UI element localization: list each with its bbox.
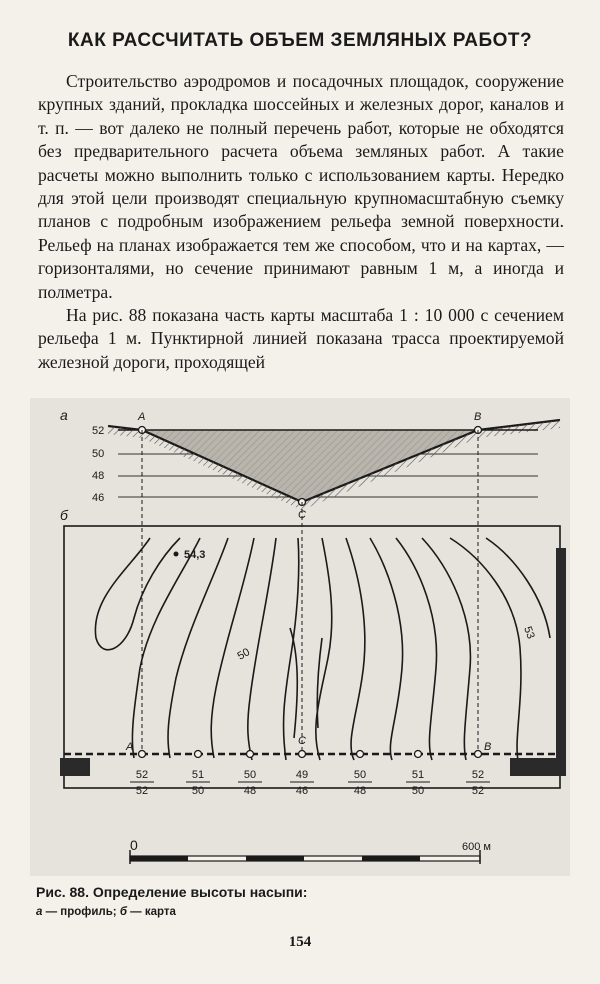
scale-label-start: 0 <box>130 837 138 853</box>
fraction-top: 50 <box>243 769 257 781</box>
paragraph-1: Строительство аэродромов и посадочных площадок, сооружение крупных зданий, прокладка шоссейных и железных дорог, каналов и т. п. — вот далеко не полный перечень работ, которые не обходятся без предварительного расчета объема земляных работ. А такие расчеты можно выполнить только с использованием карты. Нередко для этой цели производят специальную крупномасштабную съемку планов с подробным изображением рельефа земной поверхности. Рельеф на планах изображается тем же способом, что и на картах, — горизонталями, но сечение принимают равным 1 м, а иногда и полметра. <box>38 71 564 302</box>
fraction <box>238 769 262 797</box>
contour-label-53: 53 <box>521 624 537 641</box>
fraction-bottom: 52 <box>135 785 149 797</box>
scale-bar-segment <box>246 856 304 861</box>
paragraph-2: На рис. 88 показана часть карты масштаба 1 : 10 000 с сечением рельефа 1 м. Пунктирной линией показана трасса проектируемой железной дороги, проходящей <box>38 305 564 372</box>
legend-a-letter: а <box>36 906 43 918</box>
body-text <box>38 70 564 374</box>
route-point <box>299 751 306 758</box>
fraction <box>348 769 372 797</box>
fraction <box>406 769 430 797</box>
profile-label-b: B <box>474 411 482 423</box>
fraction <box>186 769 210 797</box>
left-edge-block <box>60 758 90 776</box>
right-edge-strip <box>556 548 566 776</box>
map-label-c: C <box>298 735 306 747</box>
route-point <box>475 751 482 758</box>
figure-88 <box>30 398 570 876</box>
contour-line <box>486 538 550 638</box>
scale-bar-segment <box>130 856 188 861</box>
map-label-a: A <box>126 741 134 753</box>
fraction <box>290 769 314 797</box>
fraction-top: 51 <box>191 769 205 781</box>
profile-label-c: C <box>298 509 306 521</box>
figure-legend <box>36 906 176 918</box>
route-point <box>139 751 146 758</box>
figure-drawing <box>30 398 570 876</box>
legend-b-letter: б <box>119 906 127 918</box>
contour-line <box>284 538 299 760</box>
panel-b-letter: б <box>60 507 68 523</box>
route-point <box>247 751 254 758</box>
route-point <box>415 751 422 758</box>
page-number: 154 <box>288 934 312 950</box>
spot-height-dot <box>174 552 179 557</box>
fraction-top: 52 <box>471 769 485 781</box>
contour-line <box>95 538 180 650</box>
page-title: КАК РАССЧИТАТЬ ОБЪЕМ ЗЕМЛЯНЫХ РАБОТ? <box>67 30 533 51</box>
fraction-bottom: 46 <box>295 785 309 797</box>
fraction-top: 51 <box>411 769 425 781</box>
level-label-48: 48 <box>92 470 105 482</box>
fraction-bottom: 50 <box>191 785 205 797</box>
height-fractions <box>130 769 490 797</box>
contour-line <box>422 538 470 760</box>
fraction-bottom: 48 <box>353 785 367 797</box>
spot-height-label: 54,3 <box>184 549 206 561</box>
level-label-52: 52 <box>92 425 105 437</box>
fraction-bottom: 50 <box>411 785 425 797</box>
fraction-top: 49 <box>295 769 309 781</box>
contour-line <box>370 538 403 760</box>
contour-line <box>346 538 365 760</box>
fraction-bottom: 52 <box>471 785 485 797</box>
map-label-b: B <box>484 741 492 753</box>
fraction <box>130 769 154 797</box>
scale-bar <box>130 850 480 864</box>
fraction-top: 52 <box>135 769 149 781</box>
level-label-50: 50 <box>92 448 105 460</box>
contour-line <box>248 538 276 760</box>
contour-label-50: 50 <box>235 646 253 663</box>
route-point <box>195 751 202 758</box>
fraction <box>466 769 490 797</box>
contour-line <box>132 538 200 758</box>
route-point <box>357 751 364 758</box>
right-edge-block <box>510 758 560 776</box>
scale-bar-segment <box>362 856 420 861</box>
level-label-46: 46 <box>92 492 105 504</box>
legend-a-text: — профиль; <box>42 906 120 918</box>
embankment-hatch <box>142 430 478 502</box>
legend-b-text: — карта <box>126 906 176 918</box>
fraction-bottom: 48 <box>243 785 257 797</box>
contour-line <box>450 538 521 760</box>
figure-caption: Рис. 88. Определение высоты насыпи: <box>36 884 308 900</box>
scale-label-end: 600 м <box>462 841 491 853</box>
contour-lines <box>95 538 550 760</box>
profile-label-a: A <box>138 411 146 423</box>
contour-line <box>168 538 228 758</box>
panel-a-letter: а <box>60 407 68 423</box>
fraction-top: 50 <box>353 769 367 781</box>
contour-line <box>290 628 322 738</box>
